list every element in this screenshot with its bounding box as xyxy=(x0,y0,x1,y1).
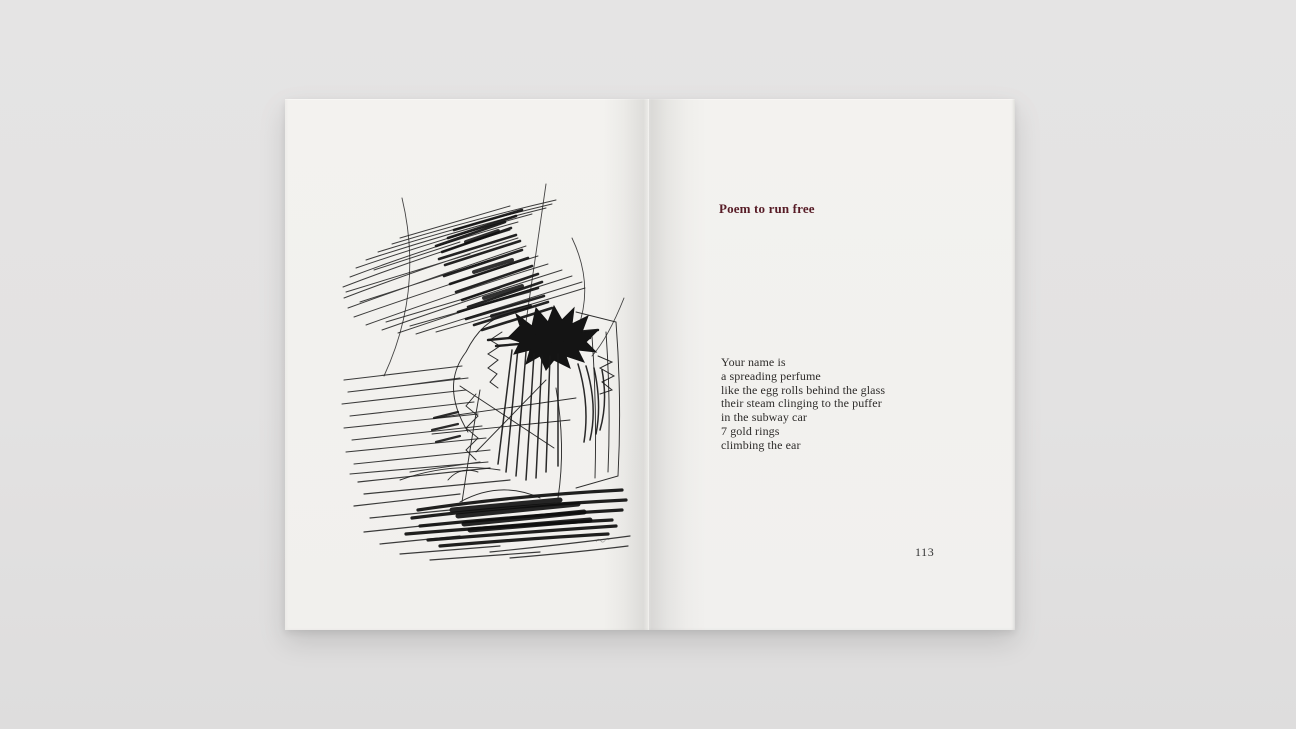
book-spread xyxy=(285,99,1015,630)
poem-line: 7 gold rings xyxy=(721,423,780,438)
left-page xyxy=(285,99,649,630)
poem-line: like the egg rolls behind the glass xyxy=(721,382,886,397)
poem-line: climbing the ear xyxy=(721,437,801,452)
poem-title: Poem to run free xyxy=(719,201,815,216)
poem-line: Your name is xyxy=(721,355,786,369)
page-number: 113 xyxy=(915,545,935,559)
ink-scribble-illustration xyxy=(340,180,640,570)
poem-line: in the subway car xyxy=(721,410,808,425)
right-page xyxy=(649,99,1015,630)
poem-line: a spreading perfume xyxy=(721,368,821,383)
poem-text xyxy=(721,356,885,453)
poem-line: their steam clinging to the puffer xyxy=(721,396,882,411)
